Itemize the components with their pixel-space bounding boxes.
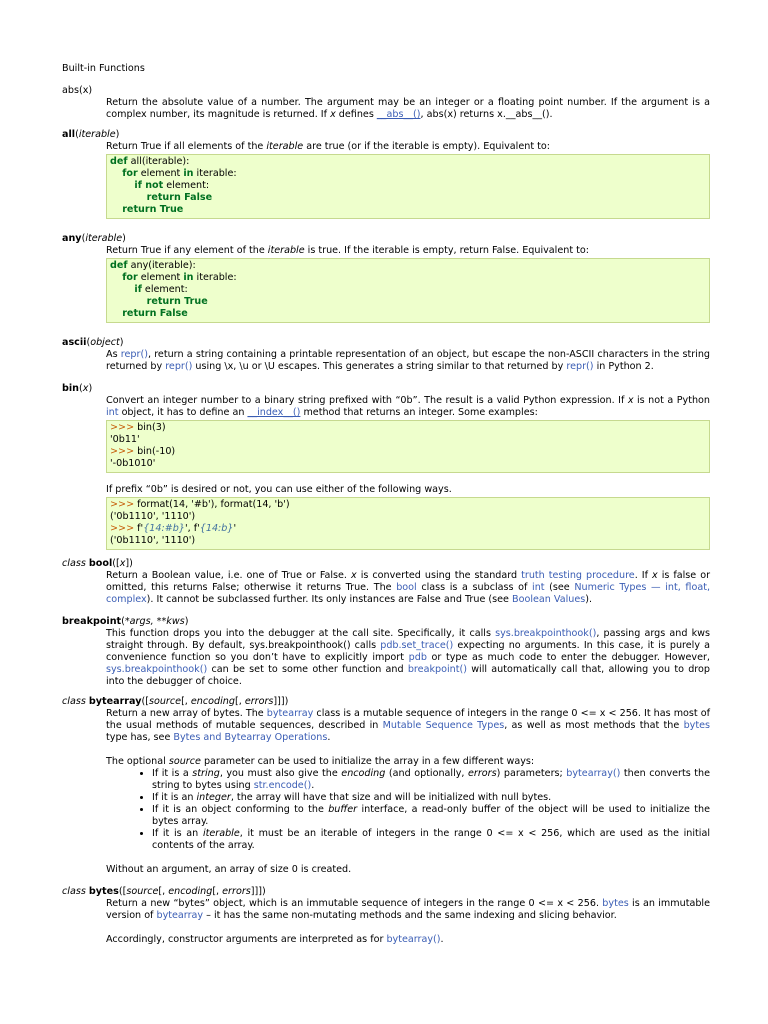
description-any: Return True if any element of the iterable is true. If the iterable is empty, return False. Equivalent to: [106,245,590,256]
link-pdb-set-trace[interactable]: pdb.set_trace() [380,640,454,651]
signature-bin: bin(x) [62,383,93,394]
link-bytes-bytearray-ops[interactable]: Bytes and Bytearray Operations [173,732,328,743]
entry-breakpoint [62,616,710,688]
code-block-bin-1: >>> bin(3) '0b11' >>> bin(-10) '-0b1010' [106,420,710,473]
link-breakpoint[interactable]: breakpoint() [407,664,467,675]
link-int[interactable]: int [106,407,119,418]
signature-bytes: class bytes([source[, encoding[, errors]]]) [62,886,266,897]
list-item: • If it is an object conforming to the buffer interface, a read-only buffer of the object will be used to initialize the bytes array. [152,804,710,828]
link-abs-dunder[interactable]: __abs__() [376,109,421,120]
description-bin: Convert an integer number to a binary string prefixed with “0b”. The result is a valid Python expression. If x is not a Python int object, it has to define an __index__() method that returns an integer. Some examples: [106,395,710,418]
signature-bool: class bool([x]) [62,558,133,569]
link-bytearray[interactable]: bytearray [156,910,204,921]
entry-bool [62,558,710,606]
signature-all: all(iterable) [62,129,120,140]
entry-abs [62,85,710,121]
description-bytearray: Return a new array of bytes. The bytearray class is a mutable sequence of integers in the range 0 <= x < 256. It has most of the usual methods of mutable sequences, described in Mutable Sequence Types, as well as most methods that the bytes type has, see Bytes and Bytearray Operations. The optional source parameter can be used to initialize the array in a few different ways: • If it is a string, you must also give the encoding (and optionally, errors) parameters; bytearray() then converts the string to bytes using str.encode(). • If it is an integer, the array will have that size and will be initialized with null bytes. • If it is an object conforming to the buffer interface, a read-only buffer of the object will be used to initialize the bytes array. • If it is an iterable, it must be an iterable of integers in the range 0 <= x < 256, which are used as the initial contents of the array. Without an argument, an array of size 0 is created. [106,708,710,876]
code-block-any: def any(iterable): for element in iterable: if element: return True return False [106,258,710,323]
signature-abs: abs(x) [62,85,93,96]
link-bytes[interactable]: bytes [602,898,629,909]
signature-bytearray: class bytearray([source[, encoding[, errors]]]) [62,696,289,707]
signature-any: any(iterable) [62,233,126,244]
link-mutable-sequence-types[interactable]: Mutable Sequence Types [382,720,505,731]
link-boolean-values[interactable]: Boolean Values [512,594,586,605]
list-item: • If it is an integer, the array will have that size and will be initialized with null bytes. [152,792,710,804]
list-item: • If it is a string, you must also give the encoding (and optionally, errors) parameters; bytearray() then converts the string to bytes using str.encode(). [152,768,710,792]
link-bool[interactable]: bool [396,582,417,593]
description-breakpoint: This function drops you into the debugger at the call site. Specifically, it calls sys.breakpointhook(), passing args and kws straight through. By default, sys.breakpointhook() calls pdb.set_trace() expecting no arguments. In this case, it is purely a convenience function so you don’t have to explicitly import pdb or type as much code to enter the debugger. However, sys.breakpointhook() can be set to some other function and breakpoint() will automatically call that, allowing you to drop into the debugger of choice. [106,628,710,687]
entry-all [62,129,710,219]
link-bytes[interactable]: bytes [683,720,710,731]
link-truth-testing[interactable]: truth testing procedure [521,570,635,581]
link-bytearray[interactable]: bytearray [266,708,314,719]
link-bytearray[interactable]: bytearray() [566,768,621,779]
entry-any [62,233,710,323]
bullet-list [106,768,710,852]
entry-bytes [62,886,710,946]
link-sys-breakpointhook[interactable]: sys.breakpointhook() [106,664,208,675]
description-ascii: As repr(), return a string containing a printable representation of an object, but escape the non-ASCII characters in the string returned by repr() using \x, \u or \U escapes. This generates a string similar to that returned by repr() in Python 2. [106,349,710,372]
page-title: Built-in Functions [62,63,145,74]
list-item: • If it is an iterable, it must be an iterable of integers in the range 0 <= x < 256, which are used as the initial contents of the array. [152,828,710,852]
link-numeric-types[interactable]: Numeric Types — int, float, complex [106,582,711,605]
entry-bytearray [62,696,710,876]
description-bool: Return a Boolean value, i.e. one of True or False. x is converted using the standard truth testing procedure. If x is false or omitted, this returns False; otherwise it returns True. The bool class is a subclass of int (see Numeric Types — int, float, complex). It cannot be subclassed further. Its only instances are False and True (see Boolean Values). [106,570,711,605]
signature-ascii: ascii(object) [62,337,124,348]
signature-breakpoint: breakpoint(*args, **kws) [62,616,189,627]
entry-ascii [62,337,710,373]
description-abs [106,97,710,121]
link-str-encode[interactable]: str.encode() [253,780,312,791]
code-block-bin-2: >>> format(14, '#b'), format(14, 'b') ('0b1110', '1110') >>> f'{14:#b}', f'{14:b}' ('0b1110', '1110') [106,497,710,550]
description-all: Return True if all elements of the iterable are true (or if the iterable is empty). Equivalent to: [106,141,551,152]
link-repr[interactable]: repr() [165,361,193,372]
link-bytearray[interactable]: bytearray() [386,934,441,945]
link-repr[interactable]: repr() [566,361,594,372]
code-block-all: def all(iterable): for element in iterable: if not element: return False return True [106,154,710,219]
link-repr[interactable]: repr() [120,349,148,360]
link-sys-breakpointhook[interactable]: sys.breakpointhook() [495,628,597,639]
description-bin-2: If prefix “0b” is desired or not, you can use either of the following ways. [106,484,452,495]
link-pdb[interactable]: pdb [408,652,427,663]
link-index-dunder[interactable]: __index__() [247,407,301,418]
document-page [62,63,710,946]
description-bytes: Return a new “bytes” object, which is an immutable sequence of integers in the range 0 <= x < 256. bytes is an immutable version of bytearray – it has the same non-mutating methods and the same indexing and slicing behavior. Accordingly, constructor arguments are interpreted as for bytearray(). [106,898,710,945]
entry-bin [62,383,710,550]
description-text: Return the absolute value of a number. The argument may be an integer or a floating point number. If the argument is a complex number, its magnitude is returned. If x defines __abs__(), abs(x) returns x.__abs__(). [106,97,710,120]
link-int[interactable]: int [532,582,545,593]
